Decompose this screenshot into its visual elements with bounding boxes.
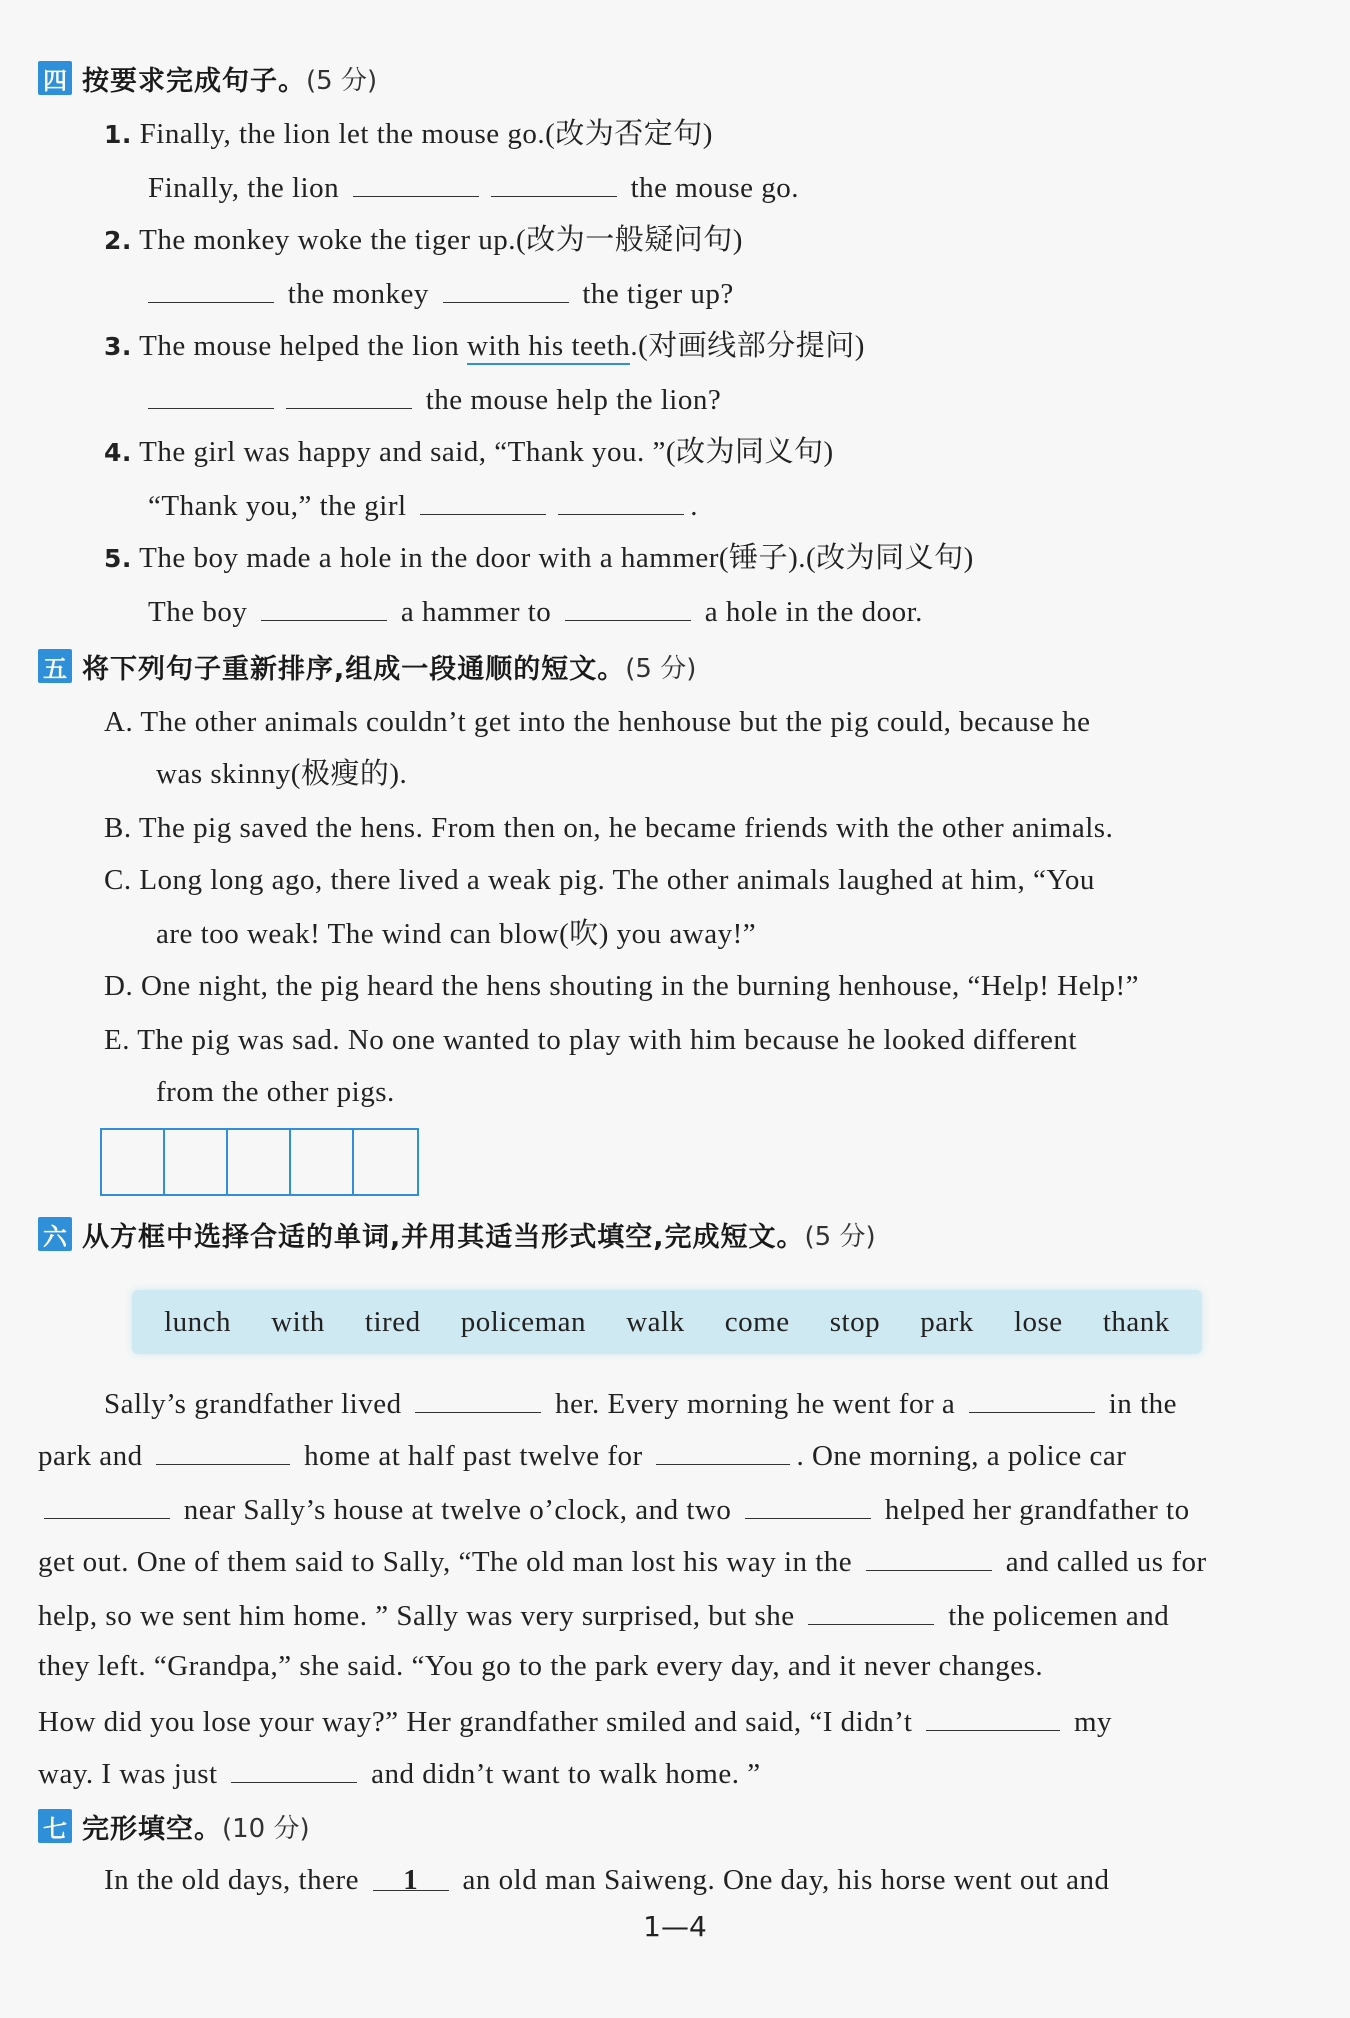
underlined-phrase: with his teeth [467,330,630,365]
answer-blank[interactable] [565,590,691,621]
answer-blank[interactable] [148,272,274,303]
section-score: (5 分) [306,65,378,96]
answer-blank[interactable] [415,1382,541,1413]
section-number: 四 [38,61,72,95]
word-option: walk [626,1305,685,1338]
answer-blank[interactable] [420,484,546,515]
answer-blank[interactable] [656,1434,790,1465]
passage-line: Sally’s grandfather lived her. Every morning he went for a in the [104,1382,1177,1424]
sentence-b: B. The pig saved the hens. From then on, he became friends with the other animals. [104,812,1114,844]
sentence-c-cont: are too weak! The wind can blow(吹) you away!” [156,918,757,950]
sentence-c: C. Long long ago, there lived a weak pig. The other animals laughed at him, “You [104,864,1095,896]
word-option: tired [364,1305,421,1338]
order-answer-boxes [100,1128,419,1196]
answer-box[interactable] [354,1130,417,1194]
answer-blank[interactable] [491,166,617,197]
section-7-header [38,1806,310,1846]
section-number: 七 [38,1809,72,1843]
section-score: (10 分) [222,1813,310,1844]
answer-blank[interactable] [231,1752,357,1783]
question-2: 2. The monkey woke the tiger up.(改为一般疑问句) [104,224,743,256]
question-3: 3. The mouse helped the lion with his teeth.(对画线部分提问) [104,326,865,367]
word-option: lunch [164,1305,232,1338]
word-bank [132,1290,1202,1354]
answer-blank[interactable] [969,1382,1095,1413]
word-option: thank [1102,1305,1170,1338]
question-5: 5. The boy made a hole in the door with a hammer(锤子).(改为同义句) [104,542,974,574]
answer-blank[interactable] [808,1594,934,1625]
section-4-header [38,58,377,98]
answer-blank[interactable] [745,1488,871,1519]
answer-blank[interactable] [44,1488,170,1519]
cloze-blank-1[interactable]: 1 [373,1860,449,1891]
section-score: (5 分) [804,1221,876,1252]
passage-line: near Sally’s house at twelve o’clock, and two helped her grandfather to [38,1488,1190,1530]
answer-box[interactable] [291,1130,354,1194]
answer-blank[interactable] [261,590,387,621]
section-score: (5 分) [625,653,697,684]
page-number: 1—4 [643,1910,707,1943]
section-title: 按要求完成句子。 [82,65,306,97]
answer-blank[interactable] [148,378,274,409]
answer-1: Finally, the lion the mouse go. [148,166,799,208]
answer-blank[interactable] [926,1700,1060,1731]
word-option: come [724,1305,790,1338]
answer-blank[interactable] [558,484,684,515]
answer-blank[interactable] [866,1540,992,1571]
answer-5: The boy a hammer to a hole in the door. [148,590,923,632]
answer-blank[interactable] [286,378,412,409]
sentence-d: D. One night, the pig heard the hens shouting in the burning henhouse, “Help! Help!” [104,970,1140,1002]
answer-box[interactable] [165,1130,228,1194]
section-title: 从方框中选择合适的单词,并用其适当形式填空,完成短文。 [82,1221,805,1253]
passage-line: park and home at half past twelve for . One morning, a police car [38,1434,1126,1476]
answer-blank[interactable] [353,166,479,197]
section-title: 完形填空。 [82,1813,222,1845]
question-4: 4. The girl was happy and said, “Thank you. ”(改为同义句) [104,436,834,468]
question-1: 1. Finally, the lion let the mouse go.(改为否定句) [104,118,713,150]
cloze-line: In the old days, there 1 an old man Saiweng. One day, his horse went out and [104,1860,1110,1900]
word-option: with [271,1305,325,1338]
answer-blank[interactable] [156,1434,290,1465]
answer-2: the monkey the tiger up? [142,272,734,314]
answer-4: “Thank you,” the girl . [148,484,698,526]
passage-line: How did you lose your way?” Her grandfather smiled and said, “I didn’t my [38,1700,1112,1742]
word-option: policeman [460,1305,587,1338]
section-number: 六 [38,1217,72,1251]
passage-line: they left. “Grandpa,” she said. “You go to the park every day, and it never changes. [38,1650,1044,1682]
answer-blank[interactable] [443,272,569,303]
word-option: park [920,1305,974,1338]
answer-box[interactable] [228,1130,291,1194]
section-6-header [38,1214,876,1254]
passage-line: way. I was just and didn’t want to walk home. ” [38,1752,761,1794]
section-title: 将下列句子重新排序,组成一段通顺的短文。 [82,653,626,685]
passage-line: help, so we sent him home. ” Sally was very surprised, but she the policemen and [38,1594,1169,1636]
sentence-a-cont: was skinny(极瘦的). [156,758,408,790]
word-option: stop [829,1305,881,1338]
section-5-header [38,646,696,686]
answer-3: the mouse help the lion? [142,378,721,420]
section-number: 五 [38,649,72,683]
word-option: lose [1013,1305,1063,1338]
passage-line: get out. One of them said to Sally, “The old man lost his way in the and called us for [38,1540,1207,1582]
sentence-e: E. The pig was sad. No one wanted to play with him because he looked different [104,1024,1077,1056]
sentence-a: A. The other animals couldn’t get into the henhouse but the pig could, because he [104,706,1091,738]
sentence-e-cont: from the other pigs. [156,1076,395,1108]
answer-box[interactable] [102,1130,165,1194]
